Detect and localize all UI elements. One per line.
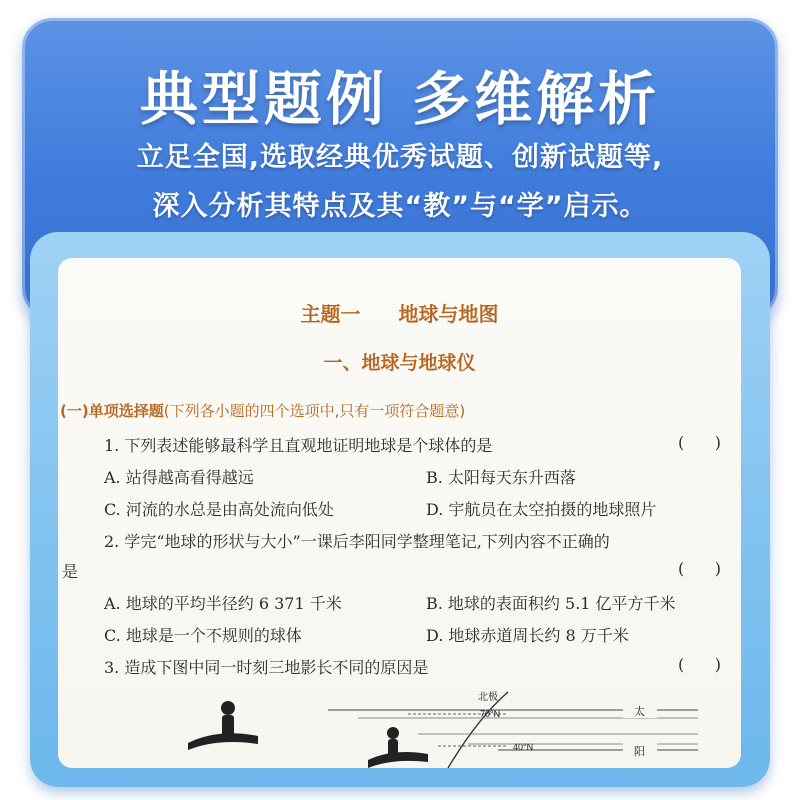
- q1-option-d: D. 宇航员在太空拍摄的地球照片: [426, 500, 657, 519]
- paper-title-name: 地球与地图: [398, 302, 499, 326]
- lat-40-label: 40°N: [513, 742, 534, 752]
- instruction-label: (一)单项选择题: [60, 402, 164, 420]
- banner-headline: 典型题例 多维解析: [139, 65, 661, 133]
- banner-subline-2: 深入分析其特点及其“教”与“学”启示。: [152, 191, 648, 222]
- exam-paper: [58, 258, 741, 768]
- section-heading: 一、地球与地球仪: [323, 352, 476, 374]
- q1-option-a: A. 站得越高看得越远: [104, 468, 254, 487]
- q1-option-b: B. 太阳每天东升西落: [426, 468, 576, 487]
- q2-stem: 2. 学完“地球的形状与大小”一课后李阳同学整理笔记,下列内容不正确的: [104, 532, 610, 551]
- question-instruction: [60, 400, 465, 421]
- person-figure-2: [368, 727, 428, 768]
- q2-option-c: C. 地球是一个不规则的球体: [104, 626, 302, 645]
- sun-label-top: 太: [634, 706, 645, 718]
- person-figure-1: [188, 701, 258, 750]
- globe-outline: [448, 692, 508, 768]
- q2-stem-continued: 是: [62, 562, 79, 581]
- q1-answer-blank: ( ): [678, 433, 721, 452]
- q1-stem: 1. 下列表述能够最科学且直观地证明地球是个球体的是: [104, 436, 493, 455]
- north-pole-label: 北极: [478, 692, 498, 703]
- q2-option-a: A. 地球的平均半径约 6 371 千米: [104, 594, 342, 613]
- q3-answer-blank: ( ): [678, 655, 721, 674]
- instruction-note: (下列各小题的四个选项中,只有一项符合题意): [163, 402, 466, 420]
- q3-stem: 3. 造成下图中同一时刻三地影长不同的原因是: [104, 658, 429, 677]
- paper-title-topic: 主题一: [300, 302, 361, 326]
- banner-subline-1: 立足全国,选取经典优秀试题、创新试题等,: [136, 142, 664, 173]
- q2-answer-blank: ( ): [678, 559, 721, 578]
- q1-option-c: C. 河流的水总是由高处流向低处: [104, 500, 334, 519]
- sun-label-bottom: 阳: [634, 746, 645, 758]
- q2-option-d: D. 地球赤道周长约 8 万千米: [426, 626, 629, 645]
- lat-70-label: 70°N: [480, 709, 501, 719]
- paper-title: [58, 298, 741, 327]
- q2-option-b: B. 地球的表面积约 5.1 亿平方千米: [426, 594, 676, 613]
- shadow-diagram: [178, 688, 738, 768]
- shadow-diagram-svg: [178, 688, 738, 768]
